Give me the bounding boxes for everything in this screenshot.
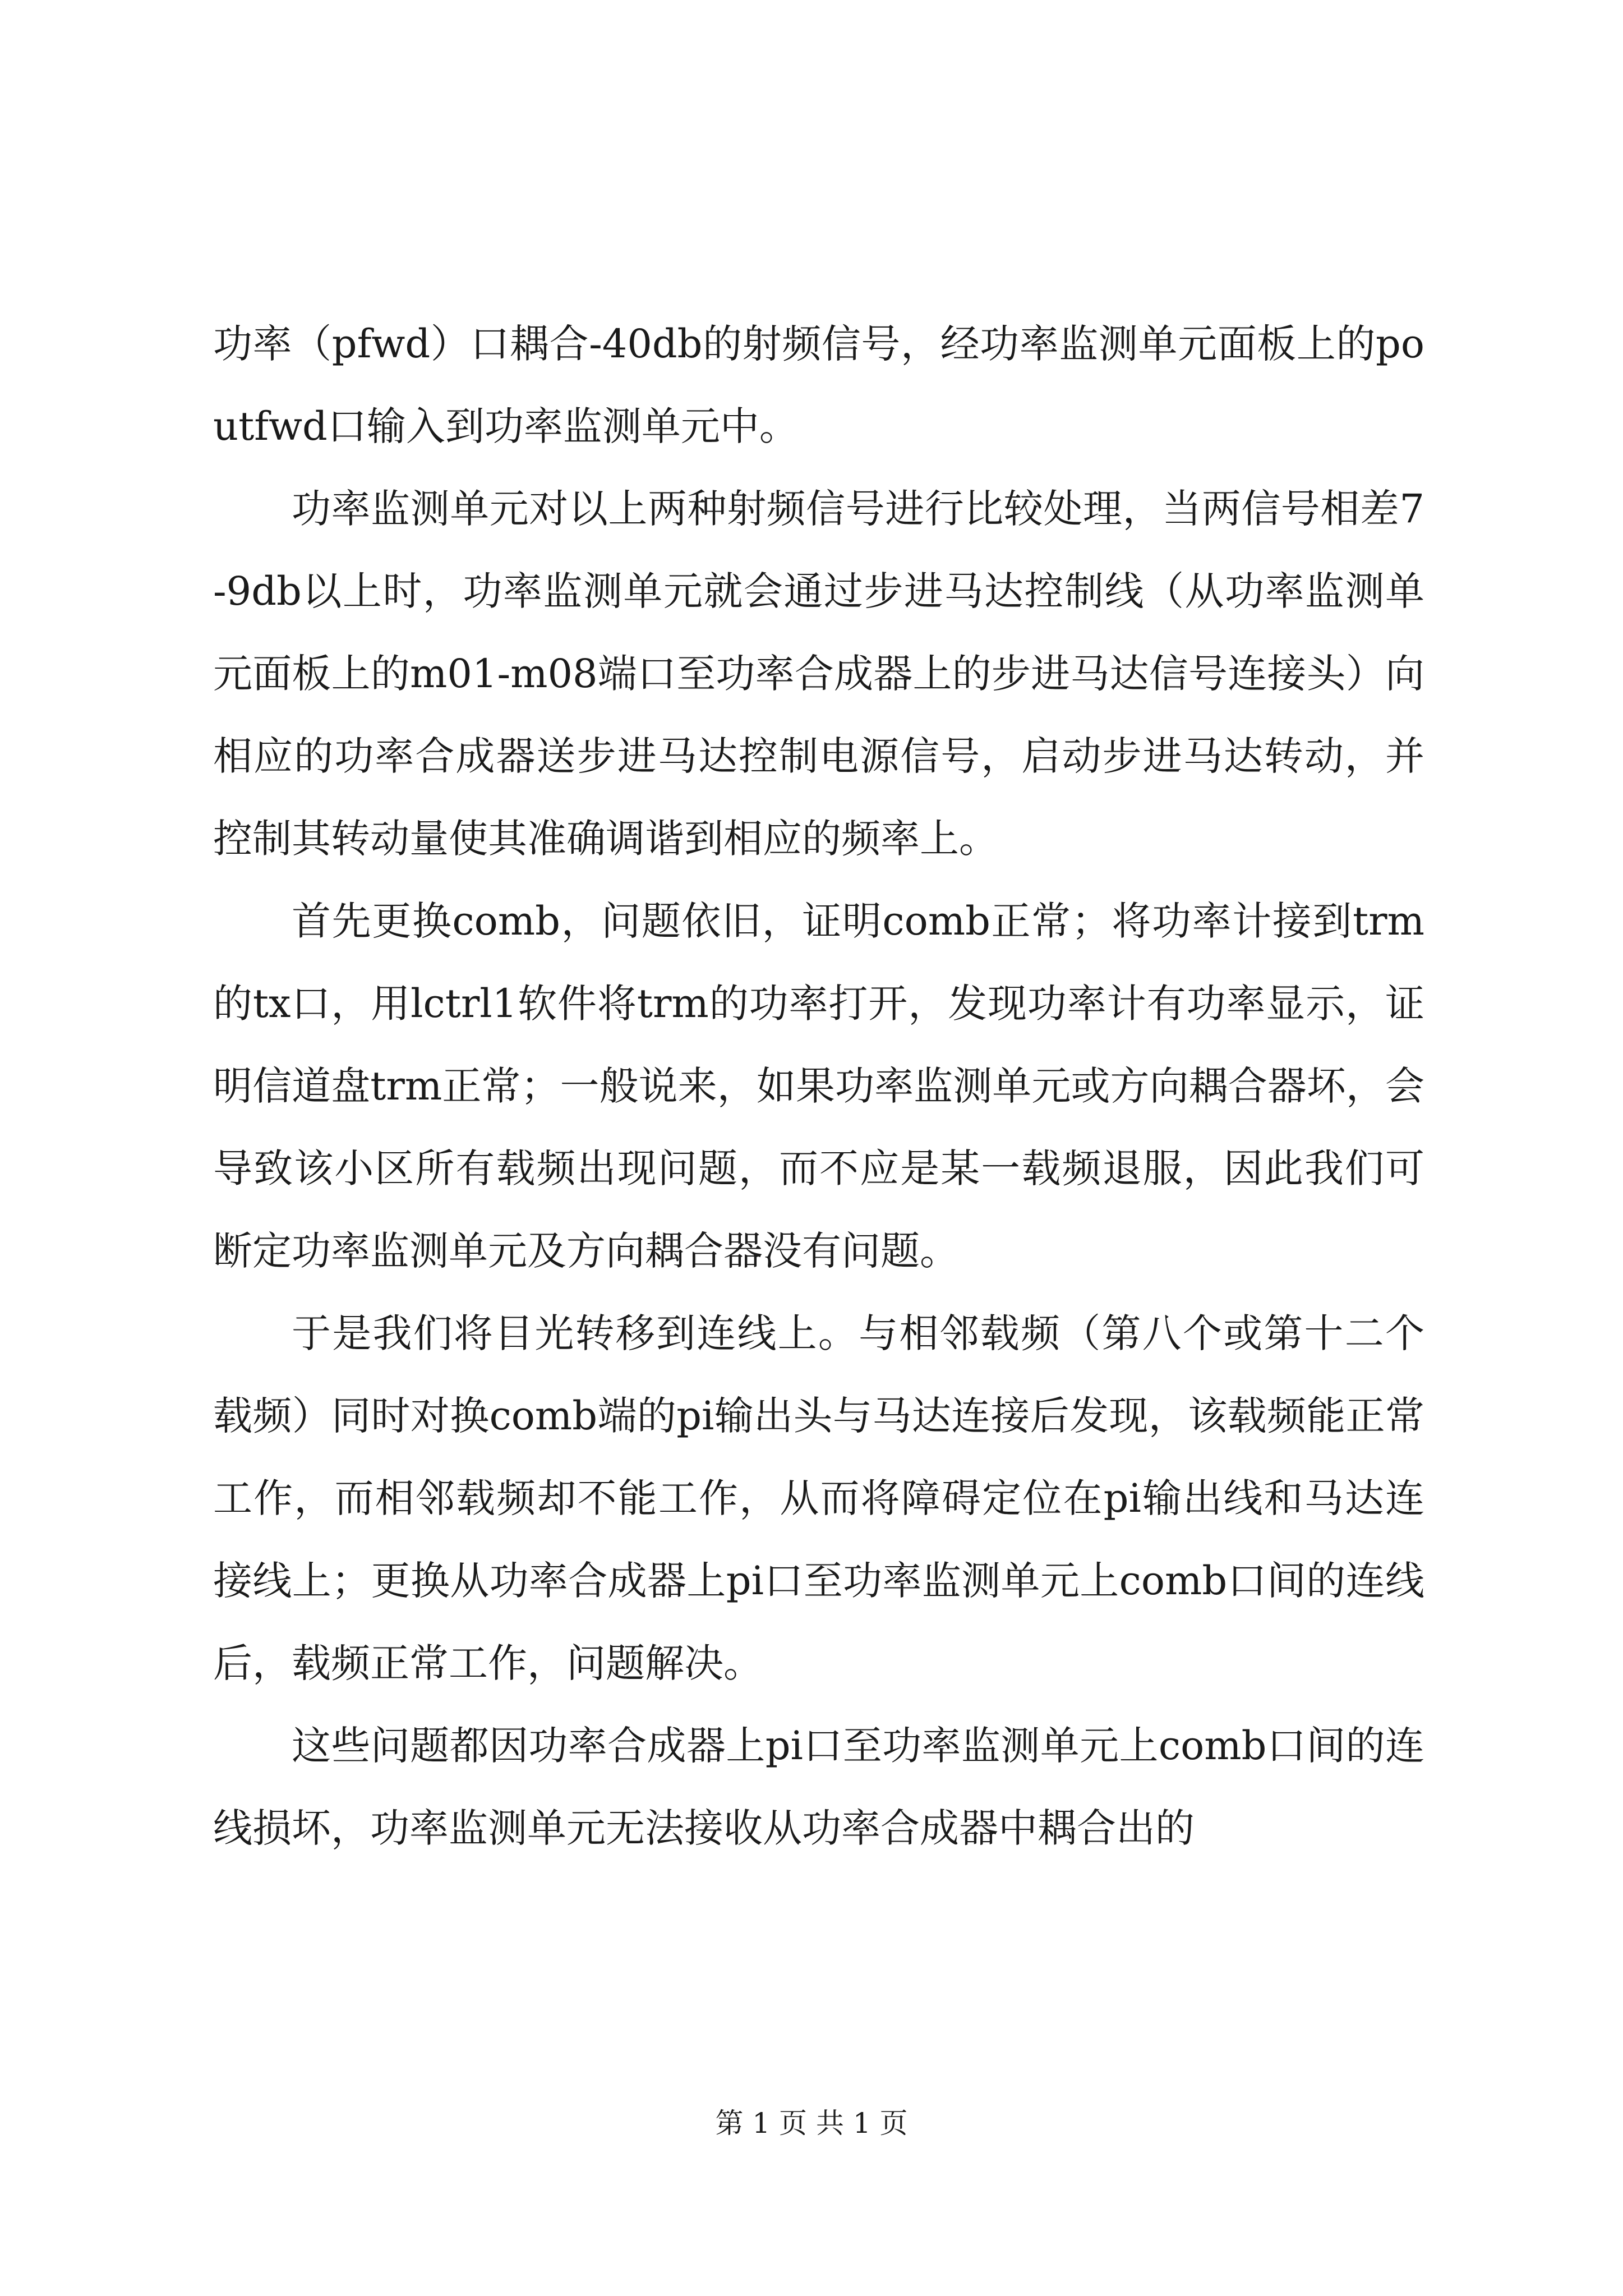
paragraph-4: 于是我们将目光转移到连线上。与相邻载频（第八个或第十二个载频）同时对换comb端的pi输出头与马达连接后发现，该载频能正常工作，而相邻载频却不能工作，从而将障碍定位在pi输出线和马达连接线上；更换从功率合成器上pi口至功率监测单元上comb口间的连线后，载频正常工作，问题解决。 — [213, 1310, 1424, 1686]
paragraph-3: 首先更换comb，问题依旧，证明comb正常；将功率计接到trm的tx口，用lctrl1软件将trm的功率打开，发现功率计有功率显示，证明信道盘trm正常；一般说来，如果功率监测单元或方向耦合器坏，会导致该小区所有载频出现问题，而不应是某一载频退服，因此我们可断定功率监测单元及方向耦合器没有问题。 — [213, 898, 1424, 1274]
paragraph-5: 这些问题都因功率合成器上pi口至功率监测单元上comb口间的连线损坏，功率监测单元无法接收从功率合成器中耦合出的 — [213, 1723, 1424, 1851]
page-footer: 第 1 页 共 1 页 — [715, 2107, 908, 2139]
paragraph-1: 功率（pfwd）口耦合-40db的射频信号，经功率监测单元面板上的poutfwd口输入到功率监测单元中。 — [213, 321, 1424, 449]
paragraph-2: 功率监测单元对以上两种射频信号进行比较处理，当两信号相差7-9db以上时，功率监测单元就会通过步进马达控制线（从功率监测单元面板上的m01-m08端口至功率合成器上的步进马达信号连接头）向相应的功率合成器送步进马达控制电源信号，启动步进马达转动，并控制其转动量使其准确调谐到相应的频率上。 — [213, 486, 1424, 862]
document-body — [213, 303, 1424, 1870]
